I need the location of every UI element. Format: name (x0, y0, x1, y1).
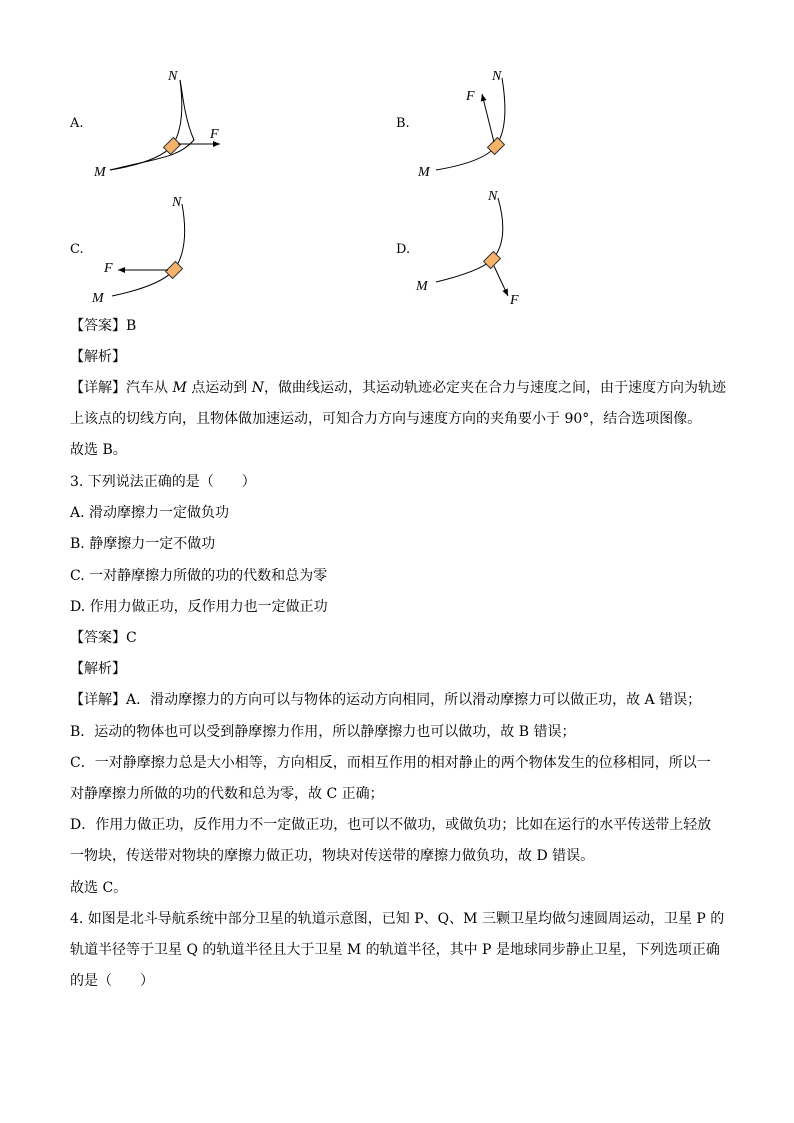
q3-analysis-tag: 【解析】 (70, 661, 126, 677)
text: ，做曲线运动，其运动轨迹必定夹在合力与速度之间，由于速度方向为轨迹 (263, 380, 726, 396)
label-n: N (172, 195, 182, 210)
option-b-figure (414, 66, 574, 186)
option-b-label[interactable]: B. (396, 116, 410, 131)
detail-tag: 【详解】 (70, 380, 126, 396)
q2-detail-line1 (70, 378, 726, 398)
label-n: N (488, 189, 498, 204)
answer-tag: 【答案】 (70, 630, 126, 646)
trajectory-curve (436, 198, 503, 282)
q3-option-d[interactable]: D. 作用力做正功，反作用力也一定做正功 (70, 599, 328, 615)
option-c-figure (88, 190, 248, 310)
q3-conclusion: 故选 C。 (70, 880, 128, 896)
q4-line3: 的是（ ） (70, 973, 154, 989)
option-d-figure (414, 186, 574, 310)
label-f: F (510, 293, 519, 308)
q3-option-c[interactable]: C. 一对静摩擦力所做的功的代数和总为零 (70, 568, 328, 584)
q2-analysis-tag: 【解析】 (70, 349, 126, 365)
force-arrow (494, 266, 508, 296)
car-block (484, 252, 501, 269)
label-m: M (418, 165, 430, 180)
q3-stem: 3. 下列说法正确的是（ ） (70, 474, 256, 490)
q2-conclusion: 故选 B。 (70, 442, 127, 458)
label-n: N (168, 69, 178, 84)
text: A．滑动摩擦力的方向可以与物体的运动方向相同，所以滑动摩擦力可以做正功，故 A 错误； (126, 692, 702, 708)
q3-option-a[interactable]: A. 滑动摩擦力一定做负功 (70, 505, 230, 521)
option-a-figure (88, 66, 248, 186)
text: 汽车从 (126, 380, 173, 396)
q3-detail-line6: 一物块，传送带对物块的摩擦力做正功，物块对传送带的摩擦力做负功，故 D 错误。 (70, 848, 595, 864)
label-f: F (104, 261, 113, 276)
option-a-label[interactable]: A. (70, 116, 84, 131)
label-f: F (466, 89, 475, 104)
answer-value: C (126, 630, 137, 646)
option-c-label[interactable]: C. (70, 242, 84, 257)
label-m: M (92, 291, 104, 306)
option-d-label[interactable]: D. (396, 242, 411, 257)
q3-answer (70, 628, 137, 648)
q3-detail-line4: 对静摩擦力所做的功的代数和总为零，故 C 正确； (70, 786, 384, 802)
q3-detail-line3: C．一对静摩擦力总是大小相等，方向相反，而相互作用的相对静止的两个物体发生的位移相同，所以一 (70, 755, 711, 771)
label-f: F (210, 127, 219, 142)
var-m: M (172, 380, 187, 396)
q4-line1: 4. 如图是北斗导航系统中部分卫星的轨道示意图，已知 P、Q、M 三颗卫星均做匀速圆周运动，卫星 P 的 (70, 911, 725, 927)
answer-value: B (126, 318, 137, 334)
q2-answer (70, 316, 136, 336)
q3-detail-line2: B．运动的物体也可以受到静摩擦力作用，所以静摩擦力也可以做功，故 B 错误； (70, 724, 576, 740)
force-arrow (482, 94, 494, 142)
q2-detail-line2: 上该点的切线方向，且物体做加速运动，可知合力方向与速度方向的夹角要小于 90°，结合选项图像。 (70, 411, 702, 427)
q3-option-b[interactable]: B. 静摩擦力一定不做功 (70, 536, 216, 552)
label-m: M (94, 165, 106, 180)
trajectory-curve (112, 204, 185, 296)
q3-detail-line1 (70, 690, 701, 710)
label-n: N (492, 69, 502, 84)
q4-line2: 轨道半径等于卫星 Q 的轨道半径且大于卫星 M 的轨道半径，其中 P 是地球同步静止卫星，下列选项正确 (70, 942, 720, 958)
answer-tag: 【答案】 (70, 318, 126, 334)
q3-detail-line5: D．作用力做正功，反作用力不一定做正功，也可以不做功，或做负功；比如在运行的水平传送带上轻放 (70, 817, 712, 833)
label-m: M (416, 279, 428, 294)
text: 点运动到 (186, 380, 252, 396)
detail-tag: 【详解】 (70, 692, 126, 708)
var-n: N (251, 380, 264, 396)
